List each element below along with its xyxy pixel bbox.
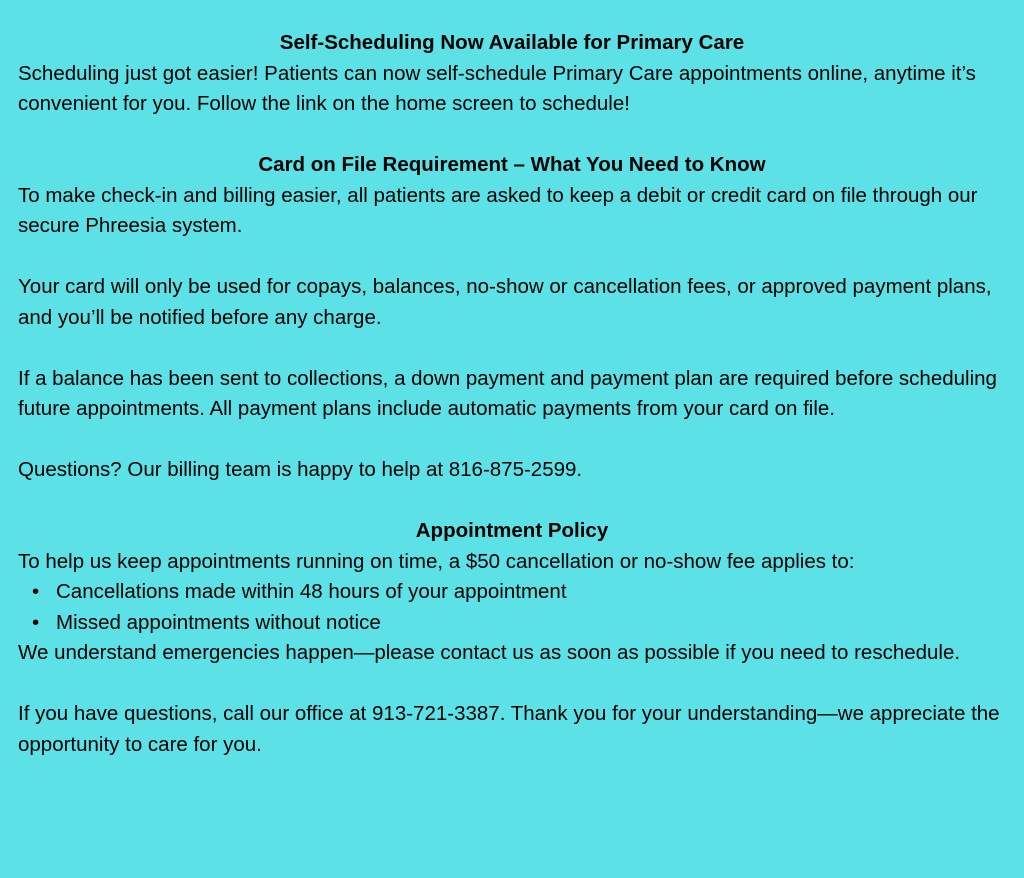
paragraph-spacer xyxy=(18,333,1006,364)
section-spacer xyxy=(18,486,1006,517)
list-item-text: Missed appointments without notice xyxy=(56,610,381,634)
fee-conditions-list xyxy=(18,577,1006,638)
collections-paragraph: If a balance has been sent to collections, a down payment and payment plan are required before scheduling future appointments. All payment plans include automatic payments from your card on file. xyxy=(18,366,997,420)
paragraph-spacer xyxy=(18,669,1006,700)
appointment-policy-heading: Appointment Policy xyxy=(415,519,609,542)
paragraph-spacer xyxy=(18,242,1006,273)
bullet-icon: • xyxy=(32,610,40,634)
self-scheduling-heading: Self-Scheduling Now Available for Primary Care xyxy=(279,31,745,54)
self-scheduling-body: Scheduling just got easier! Patients can now self-schedule Primary Care appointments online, anytime it’s convenient for you. Follow the link on the home screen to schedule! xyxy=(18,61,976,115)
emergencies-paragraph: We understand emergencies happen—please contact us as soon as possible if you need to reschedule. xyxy=(18,641,961,664)
card-on-file-paragraph: To make check-in and billing easier, all patients are asked to keep a debit or credit card on file through our secure Phreesia system. xyxy=(18,183,978,237)
closing-paragraph: If you have questions, call our office at 913-721-3387. Thank you for your understanding—we appreciate the opportunity to care for you. xyxy=(18,702,1000,756)
bullet-icon: • xyxy=(32,580,40,603)
card-usage-paragraph: Your card will only be used for copays, balances, no-show or cancellation fees, or approved payment plans, and you’ll be notified before any charge. xyxy=(18,275,992,329)
paragraph-spacer xyxy=(18,425,1006,456)
section-spacer xyxy=(18,120,1006,151)
list-item xyxy=(30,608,1006,639)
billing-questions-paragraph: Questions? Our billing team is happy to help at 816-875-2599. xyxy=(18,458,583,481)
list-item-text: Cancellations made within 48 hours of your appointment xyxy=(56,580,567,603)
card-on-file-heading: Card on File Requirement – What You Need to Know xyxy=(258,153,766,176)
list-item xyxy=(30,577,1006,608)
appointment-policy-intro: To help us keep appointments running on time, a $50 cancellation or no-show fee applies to: xyxy=(18,549,855,573)
